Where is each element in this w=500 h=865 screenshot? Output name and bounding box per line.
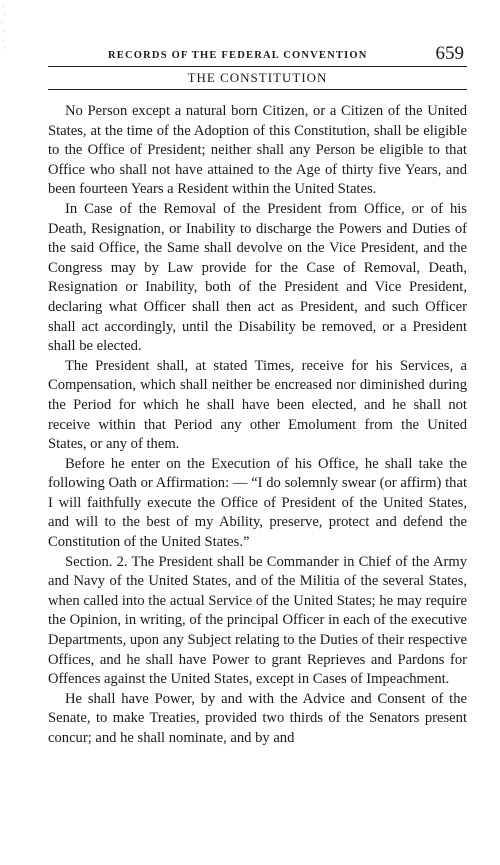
running-head	[48, 40, 467, 66]
paragraph-treaties: He shall have Power, by and with the Advice and Consent of the Senate, to make Treaties, provided two thirds of the Senators present concur; and he shall nominate, and by and	[48, 690, 467, 746]
book-page	[48, 40, 467, 749]
body-text	[48, 102, 467, 749]
paragraph-compensation: The President shall, at stated Times, receive for his Services, a Compensation, which shall neither be encreased nor diminished during the Period for which he shall have been elected, and he shall not receive within that Period any other Emolument from the United States, or any of them.	[48, 357, 467, 453]
section-title: THE CONSTITUTION	[187, 70, 328, 85]
header-rule-bottom	[48, 89, 467, 90]
page-edge-marks	[0, 0, 10, 60]
page-number: 659	[435, 43, 464, 64]
running-title: RECORDS OF THE FEDERAL CONVENTION	[108, 50, 368, 61]
paragraph-oath: Before he enter on the Execution of his Office, he shall take the following Oath or Affirmation: — “I do solemnly swear (or affirm) that I will faithfully execute the Office of President of the United States, and will to the best of my Ability, preserve, protect and defend the Constitution of the United States.”	[48, 455, 467, 551]
paragraph-succession: In Case of the Removal of the President from Office, or of his Death, Resignation, or Inability to discharge the Powers and Duties of the said Office, the Same shall devolve on the Vice President, and the Congress may by Law provide for the Case of Removal, Death, Resignation or Inability, both of the President and Vice President, declaring what Officer shall then act as President, and such Officer shall act accordingly, until the Disability be removed, or a President shall be elected.	[48, 200, 467, 355]
header-rule-top	[48, 66, 467, 67]
paragraph-section-2: Section. 2. The President shall be Commander in Chief of the Army and Navy of the United States, and of the Militia of the several States, when called into the actual Service of the United States; he may require the Opinion, in writing, of the principal Officer in each of the executive Departments, upon any Subject relating to the Duties of their respective Offices, and he shall have Power to grant Reprieves and Pardons for Offences against the United States, except in Cases of Impeachment.	[48, 553, 467, 688]
paragraph-eligibility: No Person except a natural born Citizen, or a Citizen of the United States, at the time of the Adoption of this Constitution, shall be eligible to the Office of President; neither shall any Person be eligible to that Office who shall not have attained to the Age of thirty five Years, and been fourteen Years a Resident within the United States.	[48, 103, 467, 198]
